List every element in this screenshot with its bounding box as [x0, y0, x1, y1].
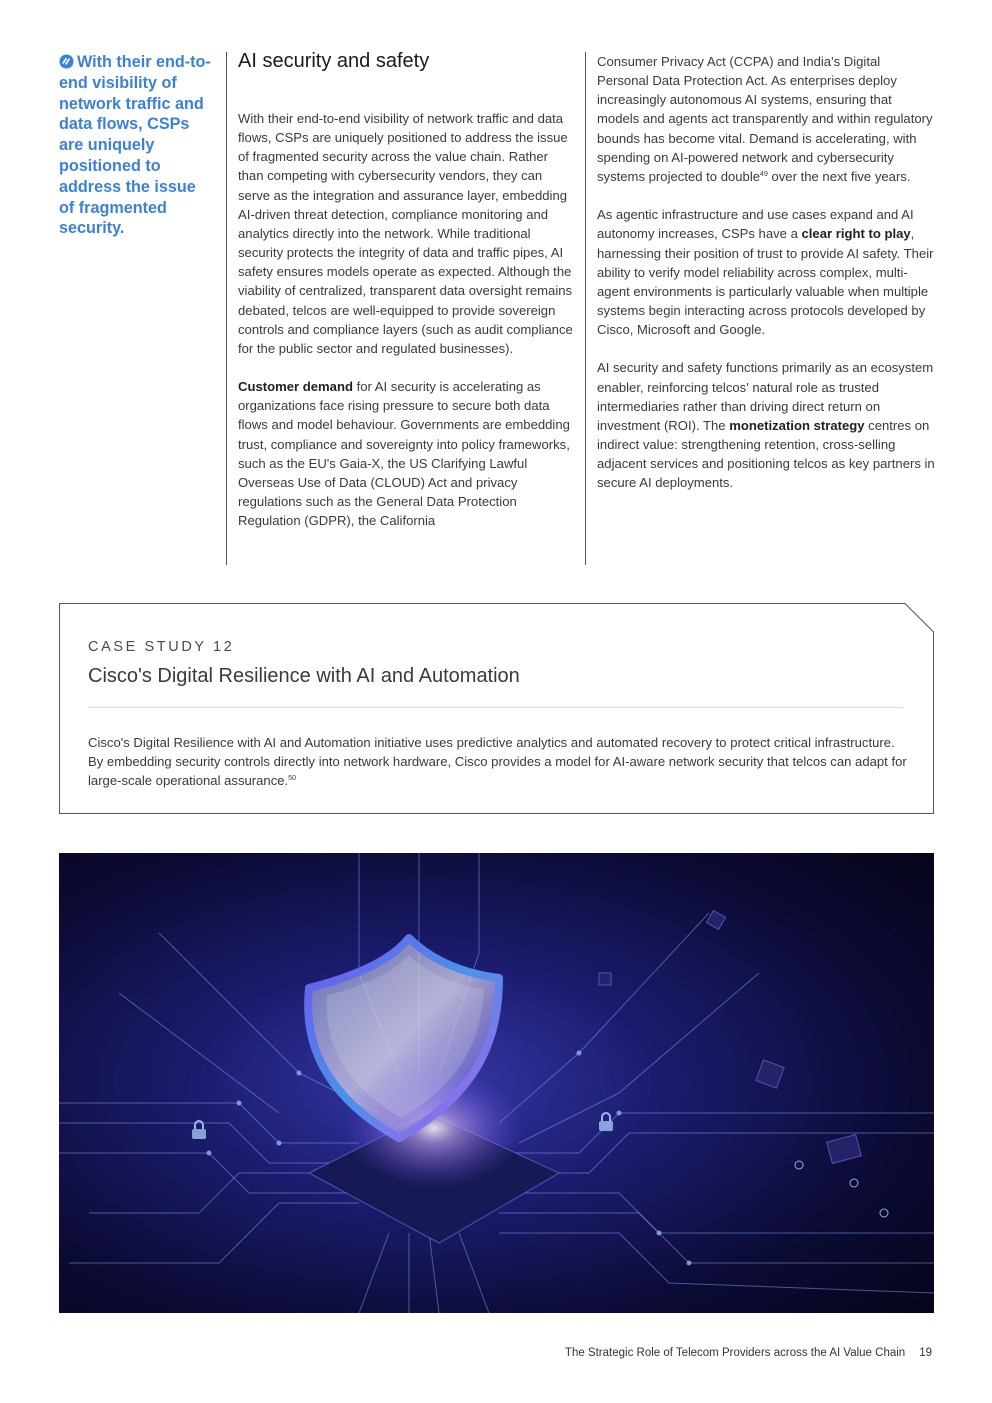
clear-right-to-play-bold: clear right to play: [801, 226, 911, 242]
col2-paragraph-1-tail: over the next five years.: [767, 168, 911, 184]
column-divider-right: [585, 52, 586, 565]
case-study-title: Cisco's Digital Resilience with AI and Automation: [88, 665, 520, 687]
case-study-divider: [88, 707, 903, 708]
col2-paragraph-1-text: Consumer Privacy Act (CCPA) and India's Digital Personal Data Protection Act. As enterprises deploy increasingly autonomous AI systems, ensuring that models and agents act transparently and within regulatory bounds has become vital. Demand is accelerating, with spending on AI-powered network and cybersecurity systems projected to double: [597, 54, 933, 184]
monetization-strategy-bold: monetization strategy: [729, 417, 865, 433]
col2-paragraph-2: [597, 205, 935, 339]
customer-demand-bold: Customer demand: [238, 379, 353, 395]
article-column-2: [597, 52, 935, 493]
col2-paragraph-1: [597, 52, 935, 186]
case-study-box: [59, 603, 934, 814]
circuit-shield-illustration: [59, 853, 934, 1313]
col2-paragraph-2-post: , harnessing their position of trust to provide AI safety. Their ability to verify model reliability across complex, multi-agent environments is particularly valuable when multiple systems begin interacting across protocols developed by Cisco, Microsoft and Google.: [597, 226, 934, 338]
quote-bubble-icon: [59, 54, 74, 69]
col1-paragraph-1: With their end-to-end visibility of network traffic and data flows, CSPs are uniquely positioned to address the issue of fragmented security across the value chain. Rather than competing with cybersecurity vendors, they can serve as the integration and assurance layer, embedding AI-driven threat detection, compliance monitoring and analytics directly into the network. While traditional security protects the integrity of data and traffic pipes, AI safety ensures models operate as expected. Although the viability of centralized, transparent data oversight remains debated, telcos are well-equipped to provide sovereign controls and compliance layers (such as audit compliance for the public sector and regulated businesses).: [238, 111, 573, 356]
col2-paragraph-3-post: centres on indirect value: strengthening retention, cross-selling adjacent services and positioning telcos as key partners in secure AI deployments.: [597, 417, 935, 491]
section-heading: AI security and safety: [238, 50, 430, 72]
column-divider-left: [226, 52, 227, 565]
case-study-body: [88, 733, 908, 791]
pull-quote-text: With their end-to-end visibility of network traffic and data flows, CSPs are uniquely positioned to address the issue of fragmented security.: [59, 53, 211, 238]
footer-title: The Strategic Role of Telecom Providers across the AI Value Chain: [564, 1347, 906, 1359]
footnote-ref-49[interactable]: 49: [760, 170, 768, 178]
col1-paragraph-2: [238, 377, 574, 530]
footnote-ref-50[interactable]: 50: [288, 775, 296, 783]
hero-image: [59, 853, 934, 1313]
col2-paragraph-3: [597, 358, 935, 492]
case-study-body-text: Cisco's Digital Resilience with AI and Automation initiative uses predictive analytics and automated recovery to protect critical infrastructure. By embedding security controls directly into network hardware, Cisco provides a model for AI-aware network security that telcos can adapt for large-scale operational assurance.: [88, 735, 907, 789]
col2-paragraph-2-pre: As agentic infrastructure and use cases expand and AI autonomy increases, CSPs have a: [597, 207, 914, 242]
case-study-label: CASE STUDY 12: [88, 639, 235, 655]
page-number: 19: [919, 1347, 932, 1359]
col1-paragraph-2-text: for AI security is accelerating as organizations face rising pressure to secure both data flows and model behaviour. Governments are embedding trust, compliance and sovereignty into policy frameworks, such as the EU's Gaia-X, the US Clarifying Lawful Overseas Use of Data (CLOUD) Act and privacy regulations such as the General Data Protection Regulation (GDPR), the California: [238, 379, 570, 529]
page-footer: [565, 1347, 932, 1359]
article-column-1: [238, 109, 574, 530]
pull-quote: [59, 52, 211, 239]
col2-paragraph-3-pre: AI security and safety functions primarily as an ecosystem enabler, reinforcing telcos' natural role as trusted intermediaries rather than driving direct return on investment (ROI). The: [597, 360, 934, 433]
